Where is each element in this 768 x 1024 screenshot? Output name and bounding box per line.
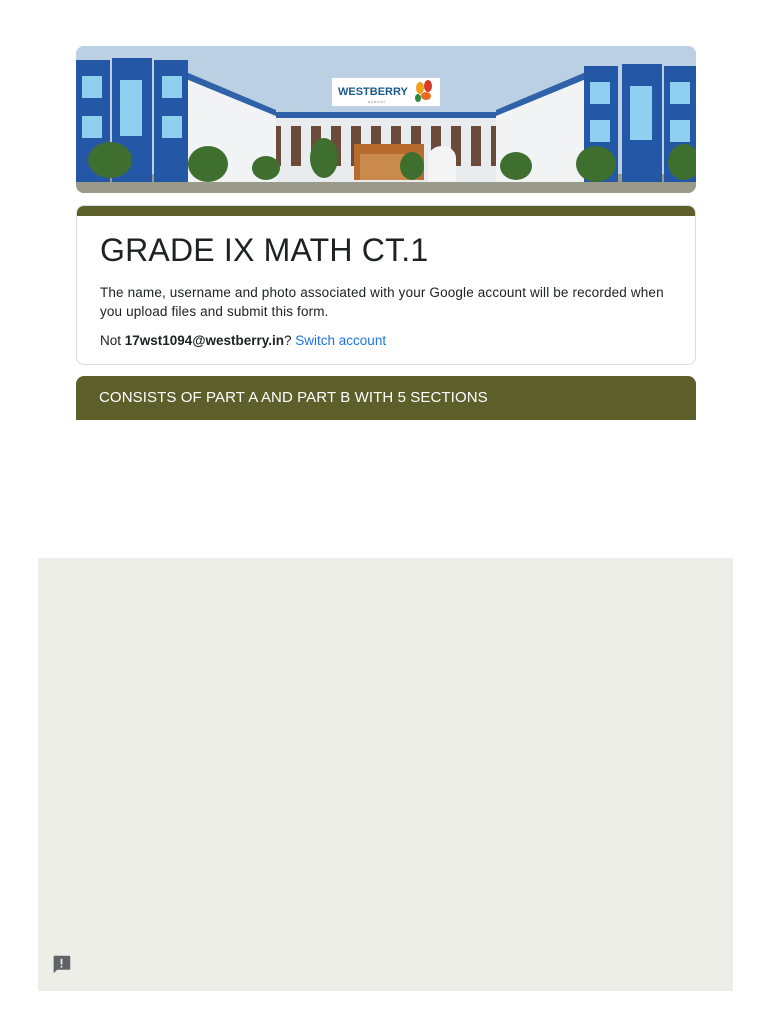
- account-prefix: Not: [100, 333, 125, 348]
- section-header: [76, 376, 696, 420]
- account-email: 17wst1094@westberry.in: [124, 333, 285, 348]
- theme-accent-bar: [77, 206, 695, 216]
- form-background-panel: [38, 558, 733, 991]
- form-header-card: [76, 205, 696, 365]
- account-line: [100, 332, 671, 350]
- account-suffix: ?: [284, 333, 296, 348]
- form-title: GRADE IX MATH CT.1: [100, 232, 429, 268]
- section-title: CONSISTS OF PART A AND PART B WITH 5 SECTIONS: [99, 389, 488, 406]
- header-banner-image: [76, 46, 696, 193]
- switch-account-link[interactable]: Switch account: [295, 333, 387, 348]
- banner-logo-subtext: school: [368, 99, 386, 104]
- banner-logo-text: WESTBERRY: [338, 86, 408, 98]
- form-description: The name, username and photo associated with your Google account will be recorded when you upload files and submit this form.: [100, 285, 664, 319]
- report-problem-icon[interactable]: [51, 954, 72, 975]
